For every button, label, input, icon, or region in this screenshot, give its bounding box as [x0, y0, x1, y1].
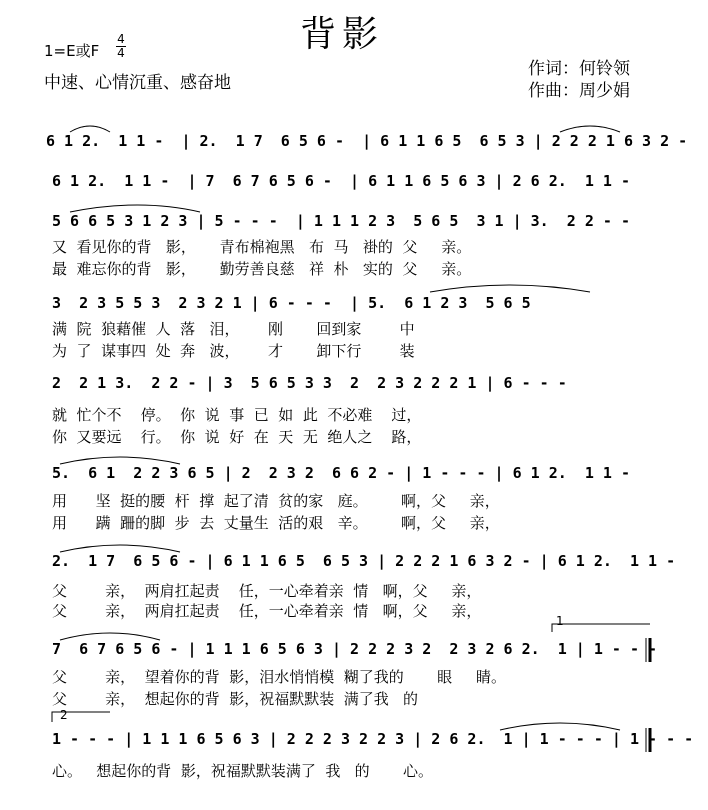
notation-row-1: 6 1 2. 1 1 - | 2. 1 7 6 5 6 - | 6 1 1 6 5 6 5 3 | 2 2 2 1 6 3 2 -: [46, 132, 688, 150]
lyric-row-3-verse-1: 又 看见你的背 影， 青布棉袍黑 布 马 褂的 父 亲。: [52, 238, 472, 256]
notation-row-7: 2. 1 7 6 5 6 - | 6 1 1 6 5 6 5 3 | 2 2 2 1 6 3 2 - | 6 1 2. 1 1 -: [52, 552, 676, 570]
slur: [430, 285, 590, 292]
notation-row-3: 5 6 6 5 3 1 2 3 | 5 - - - | 1 1 1 2 3 5 6 5 3 1 | 3. 2 2 - -: [52, 212, 630, 230]
notation-row-8: 7 6 7 6 5 6 - | 1 1 1 6 5 6 3 | 2 2 2 3 2 2 3 2 6 2. 1 | 1 - - -: [52, 640, 658, 658]
slur: [560, 126, 620, 132]
notation-row-4: 3 2 3 5 5 3 2 3 2 1 | 6 - - - | 5. 6 1 2 3 5 6 5: [52, 294, 531, 312]
lyricist-credit: 作词：何铃领: [528, 59, 630, 79]
tempo-marking: 中速、心情沉重、感奋地: [44, 73, 231, 93]
slur: [60, 457, 180, 464]
volta-1-label: 1: [556, 614, 564, 628]
lyric-row-6-verse-1: 用 坚 挺的腰 杆 撑 起了清 贫的家 庭。 啊，父 亲，: [52, 492, 500, 510]
volta-2-label: 2: [60, 708, 68, 722]
lyric-row-8-verse-2: 父 亲， 想起你的背 影，祝福默默装 满了我 的: [52, 690, 419, 708]
volta-2-bracket: [52, 712, 110, 722]
time-top: 4: [117, 32, 125, 46]
composer-credit: 作曲：周少娟: [528, 81, 630, 101]
notation-row-6: 5. 6 1 2 2 3 6 5 | 2 2 3 2 6 6 2 - | 1 - - - | 6 1 2. 1 1 -: [52, 464, 630, 482]
lyric-row-4-verse-2: 为 了 谋事四 处 奔 波， 才 卸下行 装: [52, 342, 415, 360]
slur: [60, 545, 180, 552]
slur: [60, 633, 160, 640]
slur: [500, 723, 620, 730]
notation-row-5: 2 2 1 3. 2 2 - | 3 5 6 5 3 3 2 2 3 2 2 2 1 | 6 - - -: [52, 374, 567, 392]
notation-row-2: 6 1 2. 1 1 - | 7 6 7 6 5 6 - | 6 1 1 6 5 6 3 | 2 6 2. 1 1 -: [52, 172, 630, 190]
lyric-row-9: 心。 想起你的背 影，祝福默默装满了 我 的 心。: [52, 762, 434, 780]
lyric-row-4-verse-1: 满 院 狼藉催 人 落 泪， 刚 回到家 中: [52, 320, 415, 338]
lyric-row-7-verse-1: 父 亲， 两肩扛起责 任，一心牵着亲 情 啊，父 亲，: [52, 582, 482, 600]
lyric-row-5-verse-2: 你 又要远 行。 你 说 好 在 天 无 绝人之 路，: [52, 428, 422, 446]
time-bottom: 4: [117, 46, 125, 60]
notation-row-9: 1 - - - | 1 1 1 6 5 6 3 | 2 2 2 3 2 2 3 | 2 6 2. 1 | 1 - - - | 1 - - -: [52, 730, 694, 748]
key-signature: 1=E或F: [44, 42, 100, 60]
lyric-row-3-verse-2: 最 难忘你的背 影， 勤劳善良慈 祥 朴 实的 父 亲。: [52, 260, 472, 278]
song-title: 背影: [300, 14, 385, 55]
volta-1-bracket: [552, 624, 650, 632]
lyric-row-7-verse-2: 父 亲， 两肩扛起责 任，一心牵着亲 情 啊，父 亲，: [52, 602, 482, 620]
lyric-row-8-verse-1: 父 亲， 望着你的背 影，泪水悄悄模 糊了我的 眼 睛。: [52, 668, 506, 686]
slur: [70, 126, 110, 132]
lyric-row-6-verse-2: 用 蹒 跚的脚 步 去 丈量生 活的艰 辛。 啊，父 亲，: [52, 514, 500, 532]
lyric-row-5-verse-1: 就 忙个不 停。 你 说 事 已 如 此 不必难 过，: [52, 406, 422, 424]
slur: [70, 205, 200, 212]
